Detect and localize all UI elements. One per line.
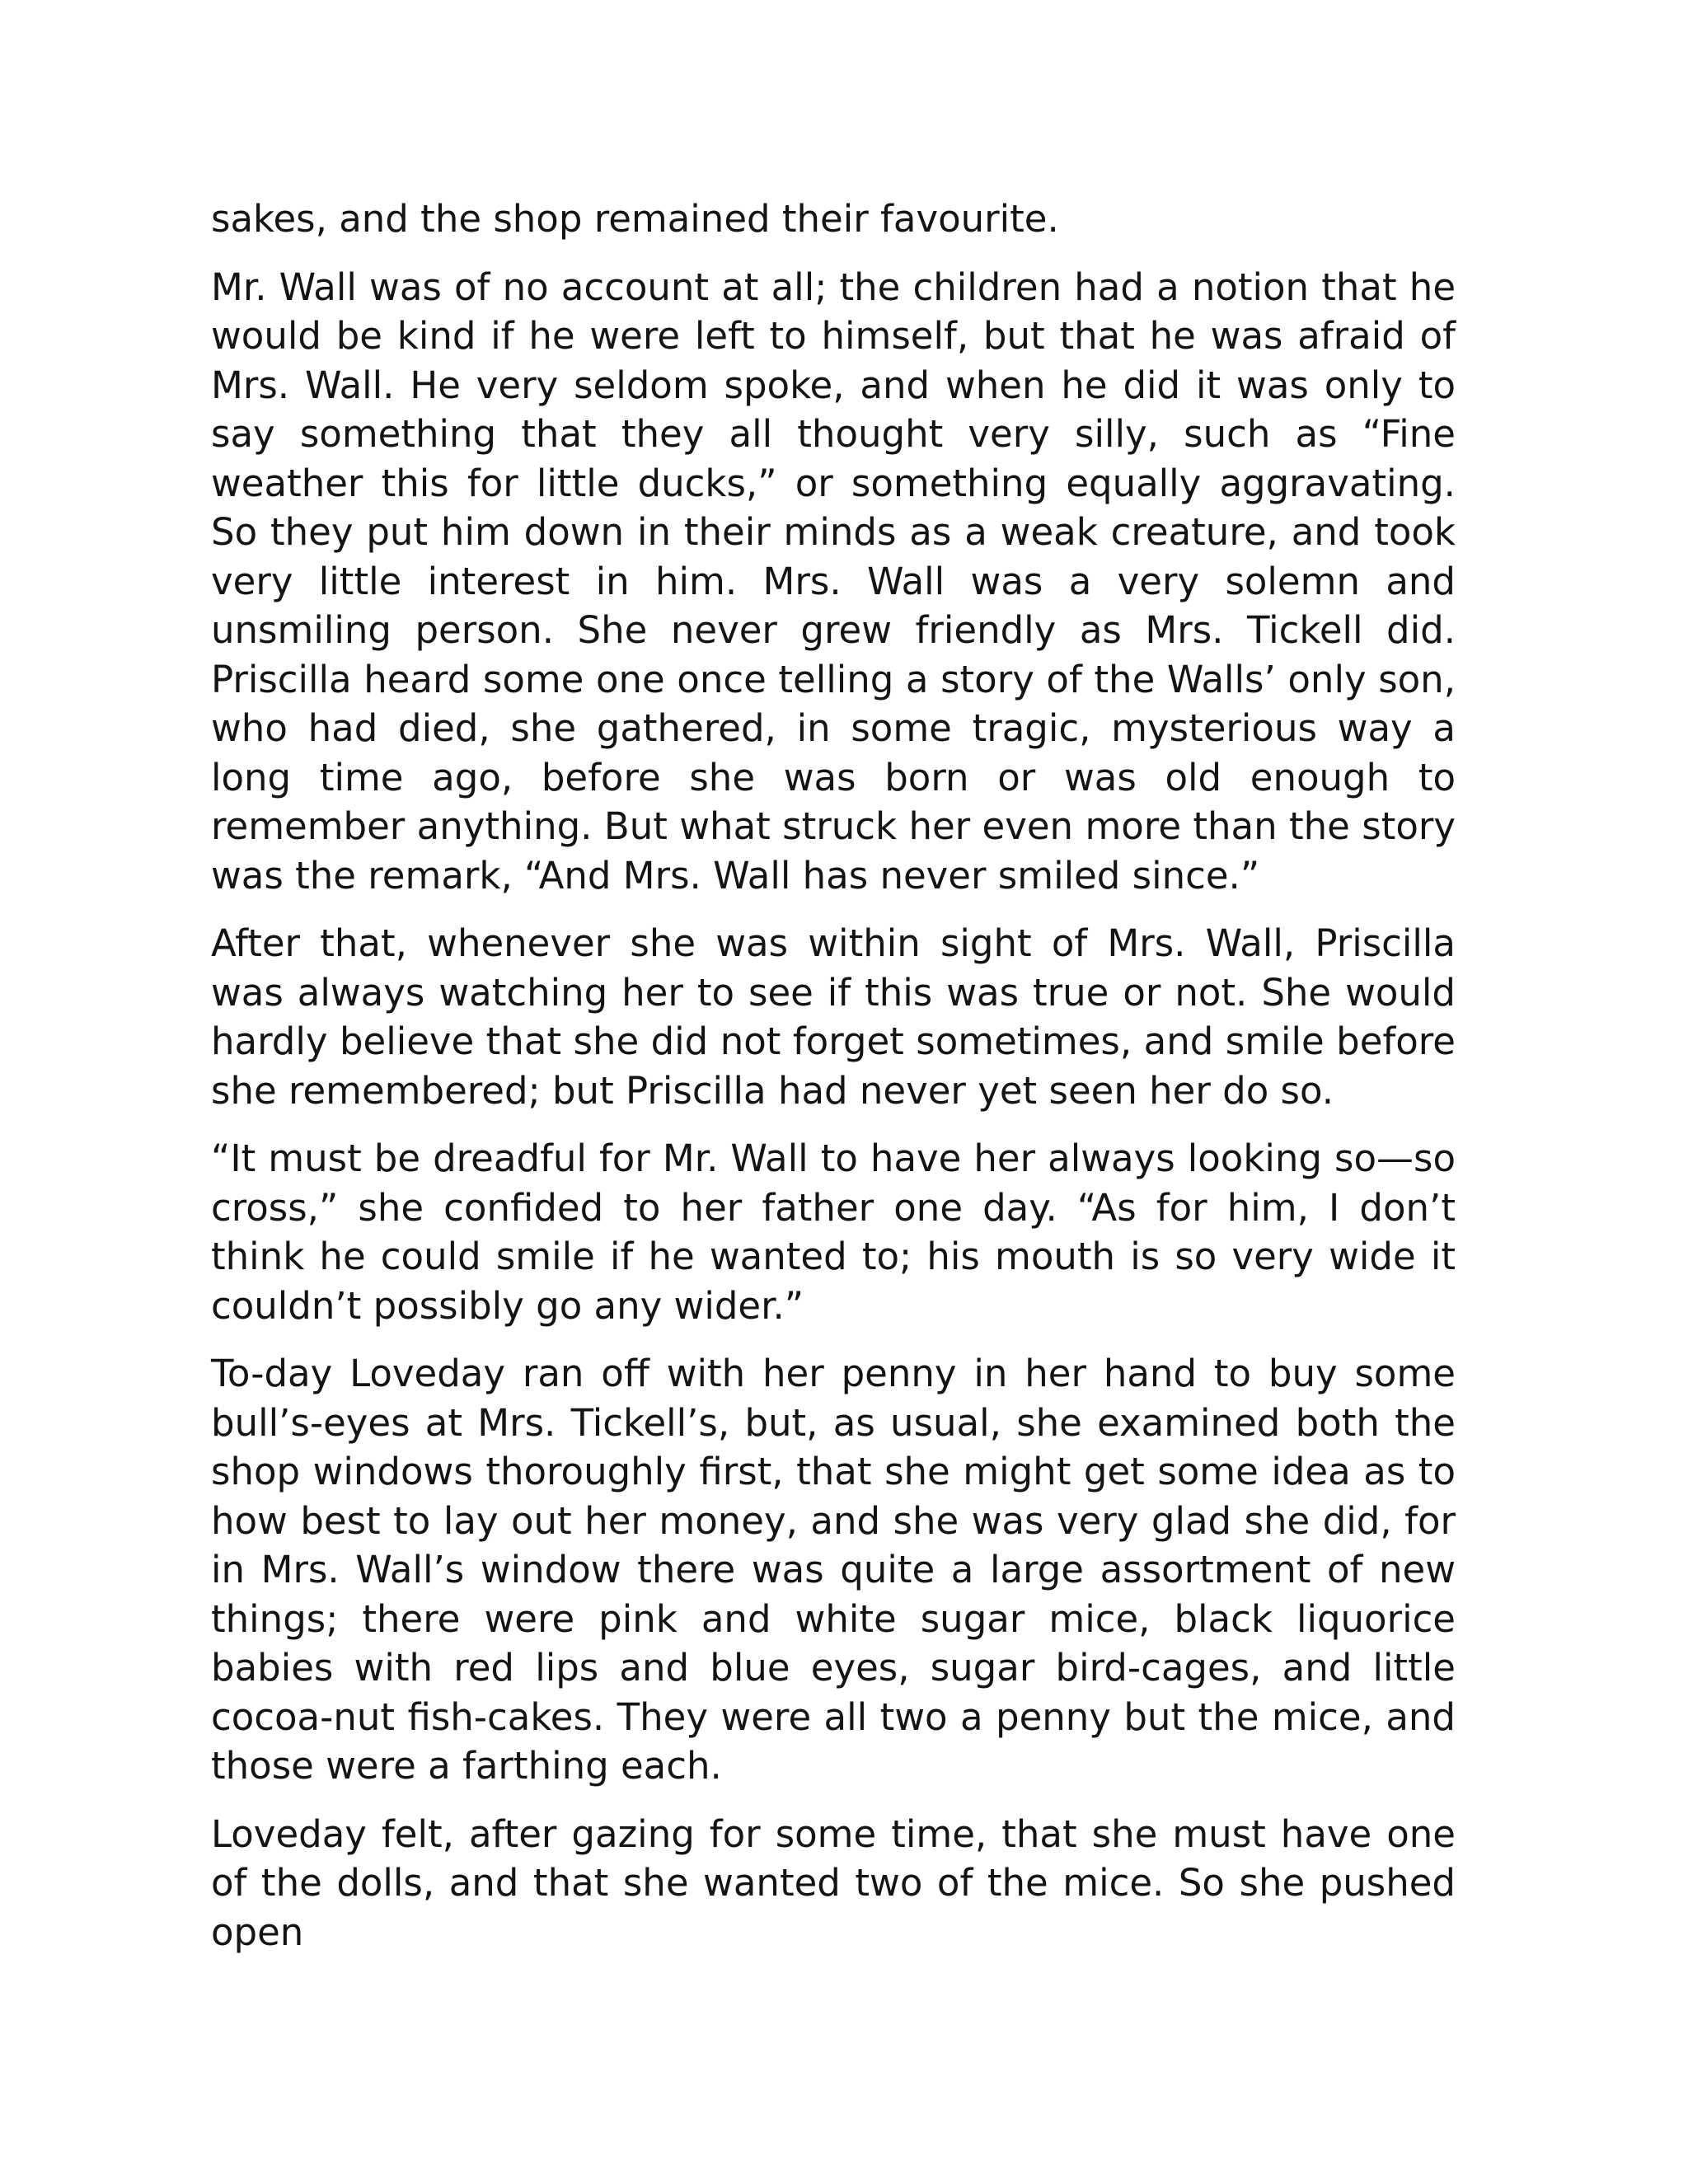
page-body [211,194,1456,1957]
paragraph-4: “It must be dreadful for Mr. Wall to have her always looking so—so cross,” she confided to her father one day. “As for him, I don’t think he could smile if he wanted to; his mouth is so very wide it couldn’t possibly go any wider.” [211,1137,1456,1328]
paragraph-3: After that, whenever she was within sight of Mrs. Wall, Priscilla was always watching her to see if this was true or not. She would hardly believe that she did not forget sometimes, and smile before she remembered; but Priscilla had never yet seen her do so. [211,921,1456,1113]
paragraph-5: To-day Loveday ran off with her penny in her hand to buy some bull’s-eyes at Mrs. Tickell’s, but, as usual, she examined both the shop windows thoroughly first, that she might get some idea as to how best to lay out her money, and she was very glad she did, for in Mrs. Wall’s window there was quite a large assortment of new things; there were pink and white sugar mice, black liquorice babies with red lips and blue eyes, sugar bird-cages, and little cocoa-nut fish-cakes. They were all two a penny but the mice, and those were a farthing each. [211,1352,1456,1788]
paragraph-6: Loveday felt, after gazing for some time, that she must have one of the dolls, and that she wanted two of the mice. So she pushed open [211,1811,1456,1954]
paragraph-2: Mr. Wall was of no account at all; the children had a notion that he would be kind if he were left to himself, but that he was afraid of Mrs. Wall. He very seldom spoke, and when he did it was only to say something that they all thought very silly, such as “Fine weather this for little ducks,” or something equally aggravating. So they put him down in their minds as a weak creature, and took very little interest in him. Mrs. Wall was a very solemn and unsmiling person. She never grew friendly as Mrs. Tickell did. Priscilla heard some one once telling a story of the Walls’ only son, who had died, she gathered, in some tragic, mysterious way a long time ago, before she was born or was old enough to remember anything. But what struck her even more than the story was the remark, “And Mrs. Wall has never smiled since.” [211,265,1456,898]
paragraph-1: sakes, and the shop remained their favourite. [211,197,1059,241]
